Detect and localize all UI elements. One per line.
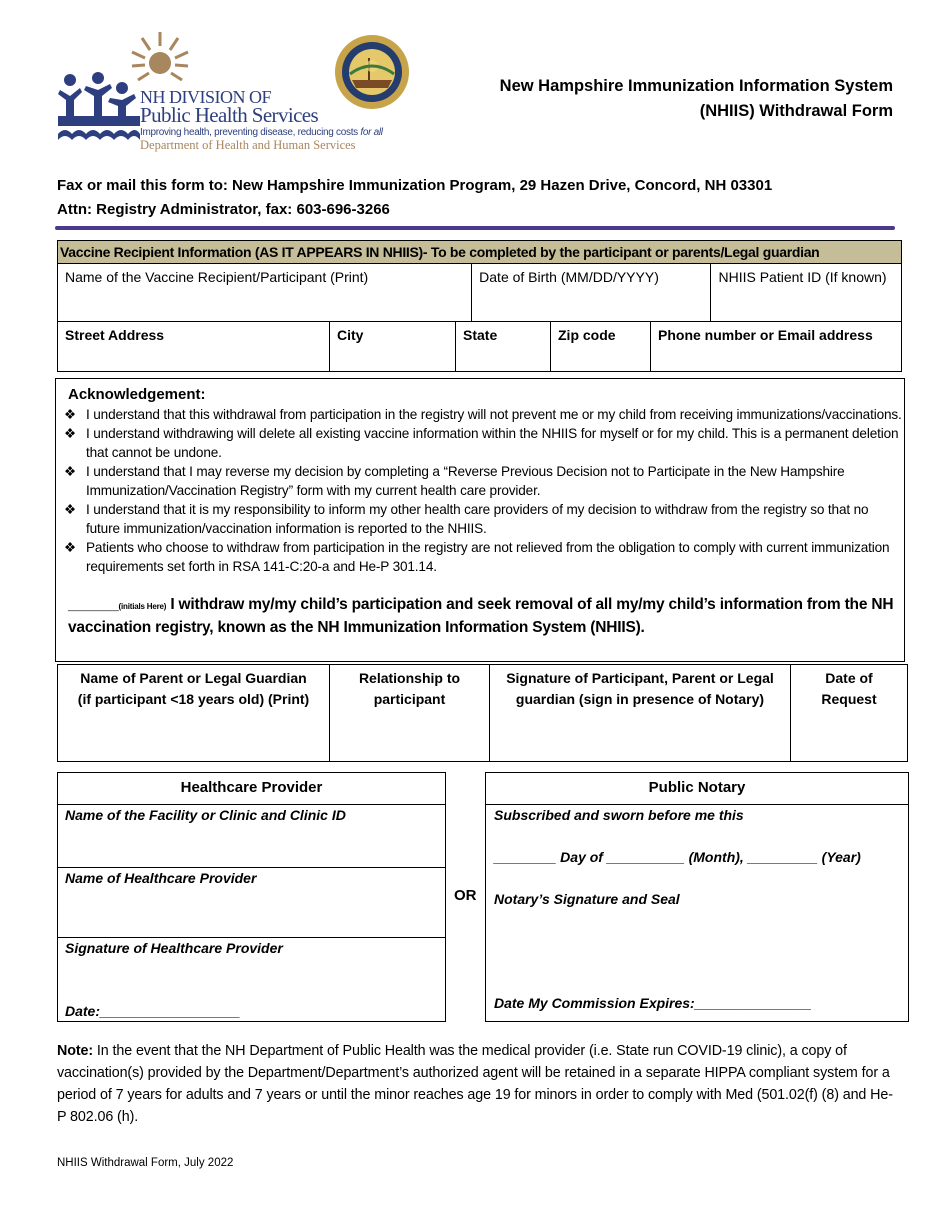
label: Name of Parent or Legal Guardian: [80, 670, 307, 686]
provider-name-field[interactable]: Name of Healthcare Provider: [58, 868, 445, 938]
label: guardian (sign in presence of Notary): [515, 691, 765, 707]
title-line2: (NHIIS) Withdrawal Form: [699, 102, 893, 120]
tagline-italic: for all: [360, 127, 383, 138]
form-title: [500, 74, 893, 124]
logo-line1: NH DIVISION OF: [140, 87, 271, 107]
fax-line2: Attn: Registry Administrator, fax: 603-696-3266: [57, 201, 390, 218]
fax-line1: Fax or mail this form to: New Hampshire Immunization Program, 29 Hazen Drive, Concord, NH 03301: [57, 177, 773, 194]
label: Signature of Participant, Parent or Legal: [506, 670, 774, 686]
diamond-bullet-icon: ❖: [64, 540, 77, 555]
recipient-name-field[interactable]: Name of the Vaccine Recipient/Participant (Print): [58, 264, 472, 322]
state-field[interactable]: State: [456, 322, 551, 372]
patient-id-field[interactable]: NHIIS Patient ID (If known): [711, 264, 902, 322]
title-line1: New Hampshire Immunization Information System: [499, 77, 893, 95]
tagline-text: Improving health, preventing disease, reducing costs: [140, 127, 358, 138]
logo-dept: Department of Health and Human Services: [140, 138, 356, 152]
recipient-table: [57, 240, 902, 322]
label: Date of: [825, 670, 873, 686]
ack-item: [60, 538, 902, 576]
ack-text: I understand that this withdrawal from participation in the registry will not prevent me or my child from receiving immunizations/vaccinations.: [86, 407, 902, 422]
or-label: OR: [454, 887, 477, 904]
provider-signature-field[interactable]: Signature of Healthcare Provider: [65, 940, 283, 956]
ack-text: I understand that I may reverse my decision by completing a “Reverse Previous Decision not to Participate in the New Hampshire Immunization/Vaccination Registry” form with my current health care provider.: [86, 464, 845, 498]
note-text: In the event that the NH Department of Public Health was the medical provider (i.e. State run COVID-19 clinic), a copy of vaccination(s) provided by the Department/Department’s authorized agent will be retained in a separate HIPPA compliant system for a period of 7 years for adults and 7 years or until the minor reaches age 19 for minors in order to comply with Med (501.02(f) (8) and He-P 802.06 (h).: [57, 1043, 893, 1125]
ack-text: I understand withdrawing will delete all existing vaccine information within the NHIIS for myself or for my child. This is a permanent deletion that cannot be undone.: [86, 426, 899, 460]
label: Request: [821, 691, 877, 707]
signature-field[interactable]: [490, 665, 791, 762]
facility-field[interactable]: Name of the Facility or Clinic and Clinic ID: [58, 805, 445, 868]
withdraw-statement: [68, 594, 902, 638]
note: [57, 1040, 902, 1128]
street-address-field[interactable]: Street Address: [58, 322, 330, 372]
ack-title: Acknowledgement:: [68, 386, 206, 403]
contact-field[interactable]: Phone number or Email address: [651, 322, 902, 372]
dob-field[interactable]: Date of Birth (MM/DD/YYYY): [472, 264, 711, 322]
relationship-field[interactable]: [330, 665, 490, 762]
diamond-bullet-icon: ❖: [64, 426, 77, 441]
provider-title: Healthcare Provider: [58, 773, 445, 805]
acknowledgement-box: [55, 378, 905, 662]
footer: NHIIS Withdrawal Form, July 2022: [57, 1157, 234, 1169]
recipient-header: Vaccine Recipient Information (AS IT APPEARS IN NHIIS)- To be completed by the participant or parents/Legal guardian: [58, 241, 902, 264]
label: Relationship to: [358, 670, 461, 686]
city-field[interactable]: City: [330, 322, 456, 372]
diamond-bullet-icon: ❖: [64, 502, 77, 517]
logo-line2: Public Health Services: [140, 103, 319, 127]
diamond-bullet-icon: ❖: [64, 407, 77, 422]
day-month-year-field[interactable]: ________ Day of __________ (Month), _________ (Year): [494, 849, 861, 865]
initials-label: (initials Here): [118, 602, 167, 611]
zip-field[interactable]: Zip code: [551, 322, 651, 372]
ack-item: [60, 405, 902, 424]
commission-expires-field[interactable]: Date My Commission Expires:_______________: [494, 995, 812, 1011]
guardian-name-field[interactable]: [58, 665, 330, 762]
provider-date-field[interactable]: Date:__________________: [65, 1003, 241, 1019]
statement-text: I withdraw my/my child’s participation and seek removal of all my/my child’s information from the NH vaccination registry, known as the NH Immunization Information System (NHIIS).: [68, 596, 894, 636]
note-label: Note:: [57, 1043, 94, 1059]
ack-item: [60, 424, 902, 462]
label: participant: [373, 691, 446, 707]
request-date-field[interactable]: [791, 665, 908, 762]
initials-field[interactable]: ______: [68, 596, 119, 613]
healthcare-provider-box: [57, 772, 446, 1022]
ack-text: I understand that it is my responsibility to inform my other health care providers of my decision to withdraw from the registry so that no future immunization/vaccination information is reported to the NHIIS.: [86, 502, 869, 536]
ack-item: [60, 462, 902, 500]
sworn-text: Subscribed and sworn before me this: [494, 807, 744, 823]
notary-signature-field[interactable]: Notary’s Signature and Seal: [494, 891, 680, 907]
dphs-logo: [58, 30, 418, 158]
address-table: [57, 321, 902, 372]
public-notary-box: [485, 772, 909, 1022]
diamond-bullet-icon: ❖: [64, 464, 77, 479]
logo-tagline: [140, 127, 383, 138]
ack-item: [60, 500, 902, 538]
people-waves-icon: [58, 72, 140, 144]
notary-title: Public Notary: [486, 773, 908, 805]
nh-state-seal: [334, 34, 410, 110]
signature-table: [57, 664, 908, 762]
ack-text: Patients who choose to withdraw from participation in the registry are not relieved from the obligation to comply with current immunization requirements set forth in RSA 141-C:20-a and He-P 301.14.: [86, 540, 890, 574]
divider: [55, 226, 895, 230]
fax-instructions: [57, 174, 772, 222]
label: (if participant <18 years old) (Print): [77, 691, 310, 707]
